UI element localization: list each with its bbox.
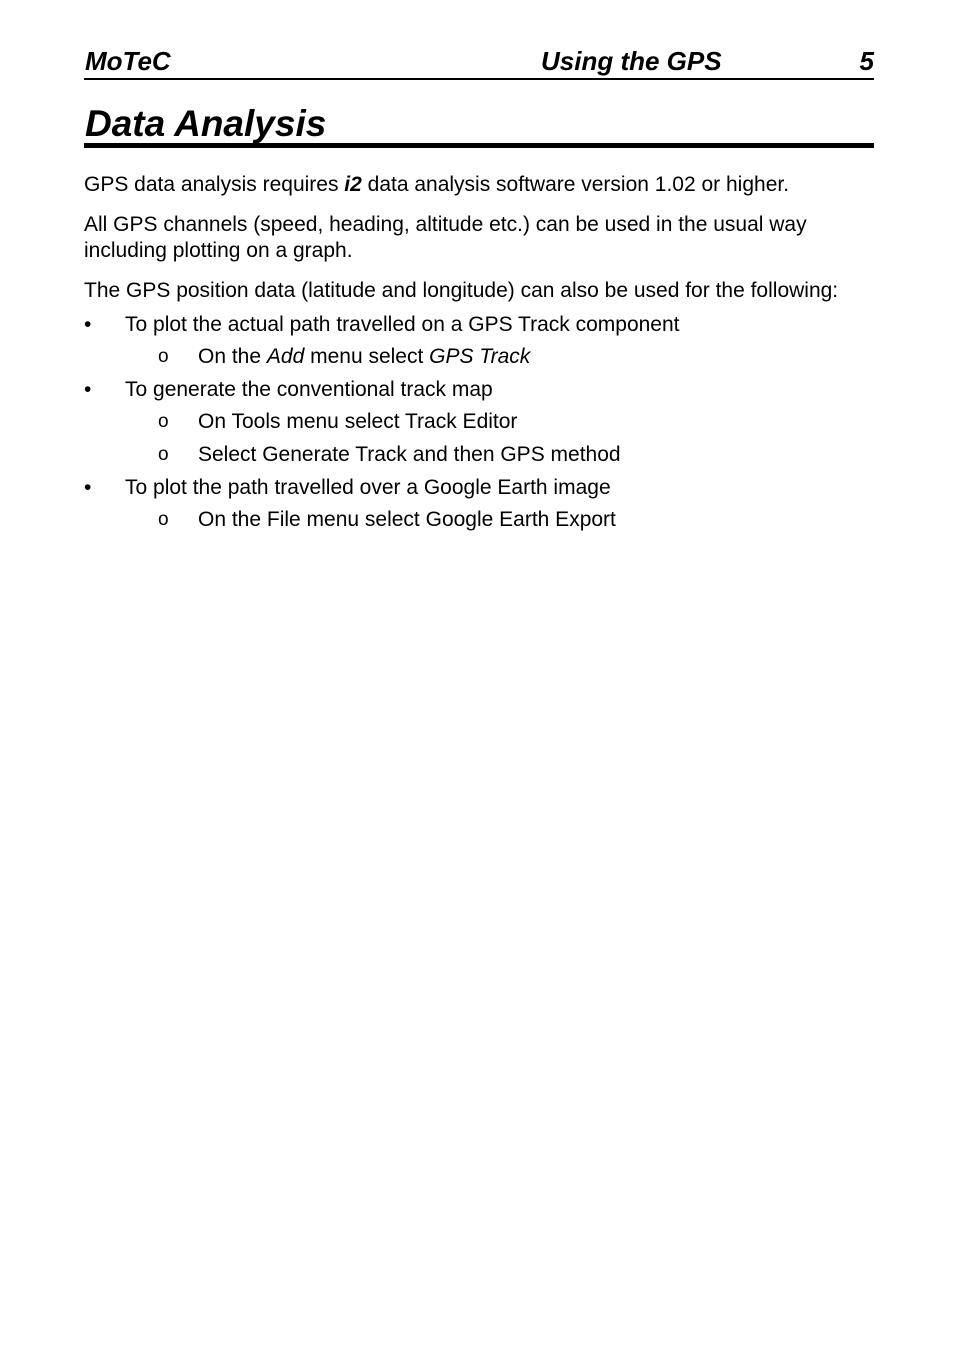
sub-item-text: On Tools menu select Track Editor <box>198 410 518 433</box>
sub-list-item <box>125 507 874 533</box>
bullet-icon: • <box>84 313 92 336</box>
paragraph-text: data analysis software version 1.02 or higher. <box>361 173 790 196</box>
menu-item-name: GPS Track <box>429 345 531 368</box>
list-item-text: To plot the actual path travelled on a GPS Track component <box>125 313 680 336</box>
header-brand: MoTeC <box>85 46 171 76</box>
sub-list-item <box>125 442 874 468</box>
bullet-icon: • <box>84 476 92 499</box>
sub-item-text: Select Generate Track and then GPS method <box>198 443 621 466</box>
list-item <box>84 377 874 468</box>
sub-list <box>125 344 874 370</box>
sub-bullet-icon: o <box>158 509 169 530</box>
body-text <box>84 172 874 540</box>
header-section-title: Using the GPS <box>541 46 722 76</box>
list-item-text: To plot the path travelled over a Google Earth image <box>125 476 611 499</box>
running-header <box>84 44 874 80</box>
section-title: Data Analysis <box>84 100 874 148</box>
sub-list-item <box>125 409 874 435</box>
sub-item-text: On the <box>198 345 267 368</box>
paragraph-text: GPS data analysis requires <box>84 173 345 196</box>
software-name: i2 <box>344 173 362 196</box>
sub-list <box>125 507 874 533</box>
sub-bullet-icon: o <box>158 444 169 465</box>
sub-list <box>125 409 874 468</box>
paragraph-channels: All GPS channels (speed, heading, altitude etc.) can be used in the usual way including plotting on a graph. <box>84 213 807 262</box>
sub-item-text: On the File menu select Google Earth Export <box>198 508 616 531</box>
sub-item-text: menu select <box>304 345 430 368</box>
bullet-icon: • <box>84 378 92 401</box>
sub-list-item <box>125 344 874 370</box>
paragraph-requirements <box>84 172 874 198</box>
bullet-list <box>84 312 874 533</box>
sub-bullet-icon: o <box>158 346 169 367</box>
paragraph-position-data: The GPS position data (latitude and longitude) can also be used for the following: <box>84 279 839 302</box>
sub-bullet-icon: o <box>158 411 169 432</box>
menu-name: Add <box>266 345 305 368</box>
list-item <box>84 475 874 533</box>
list-item-text: To generate the conventional track map <box>125 378 493 401</box>
header-page-number: 5 <box>859 46 874 76</box>
list-item <box>84 312 874 370</box>
